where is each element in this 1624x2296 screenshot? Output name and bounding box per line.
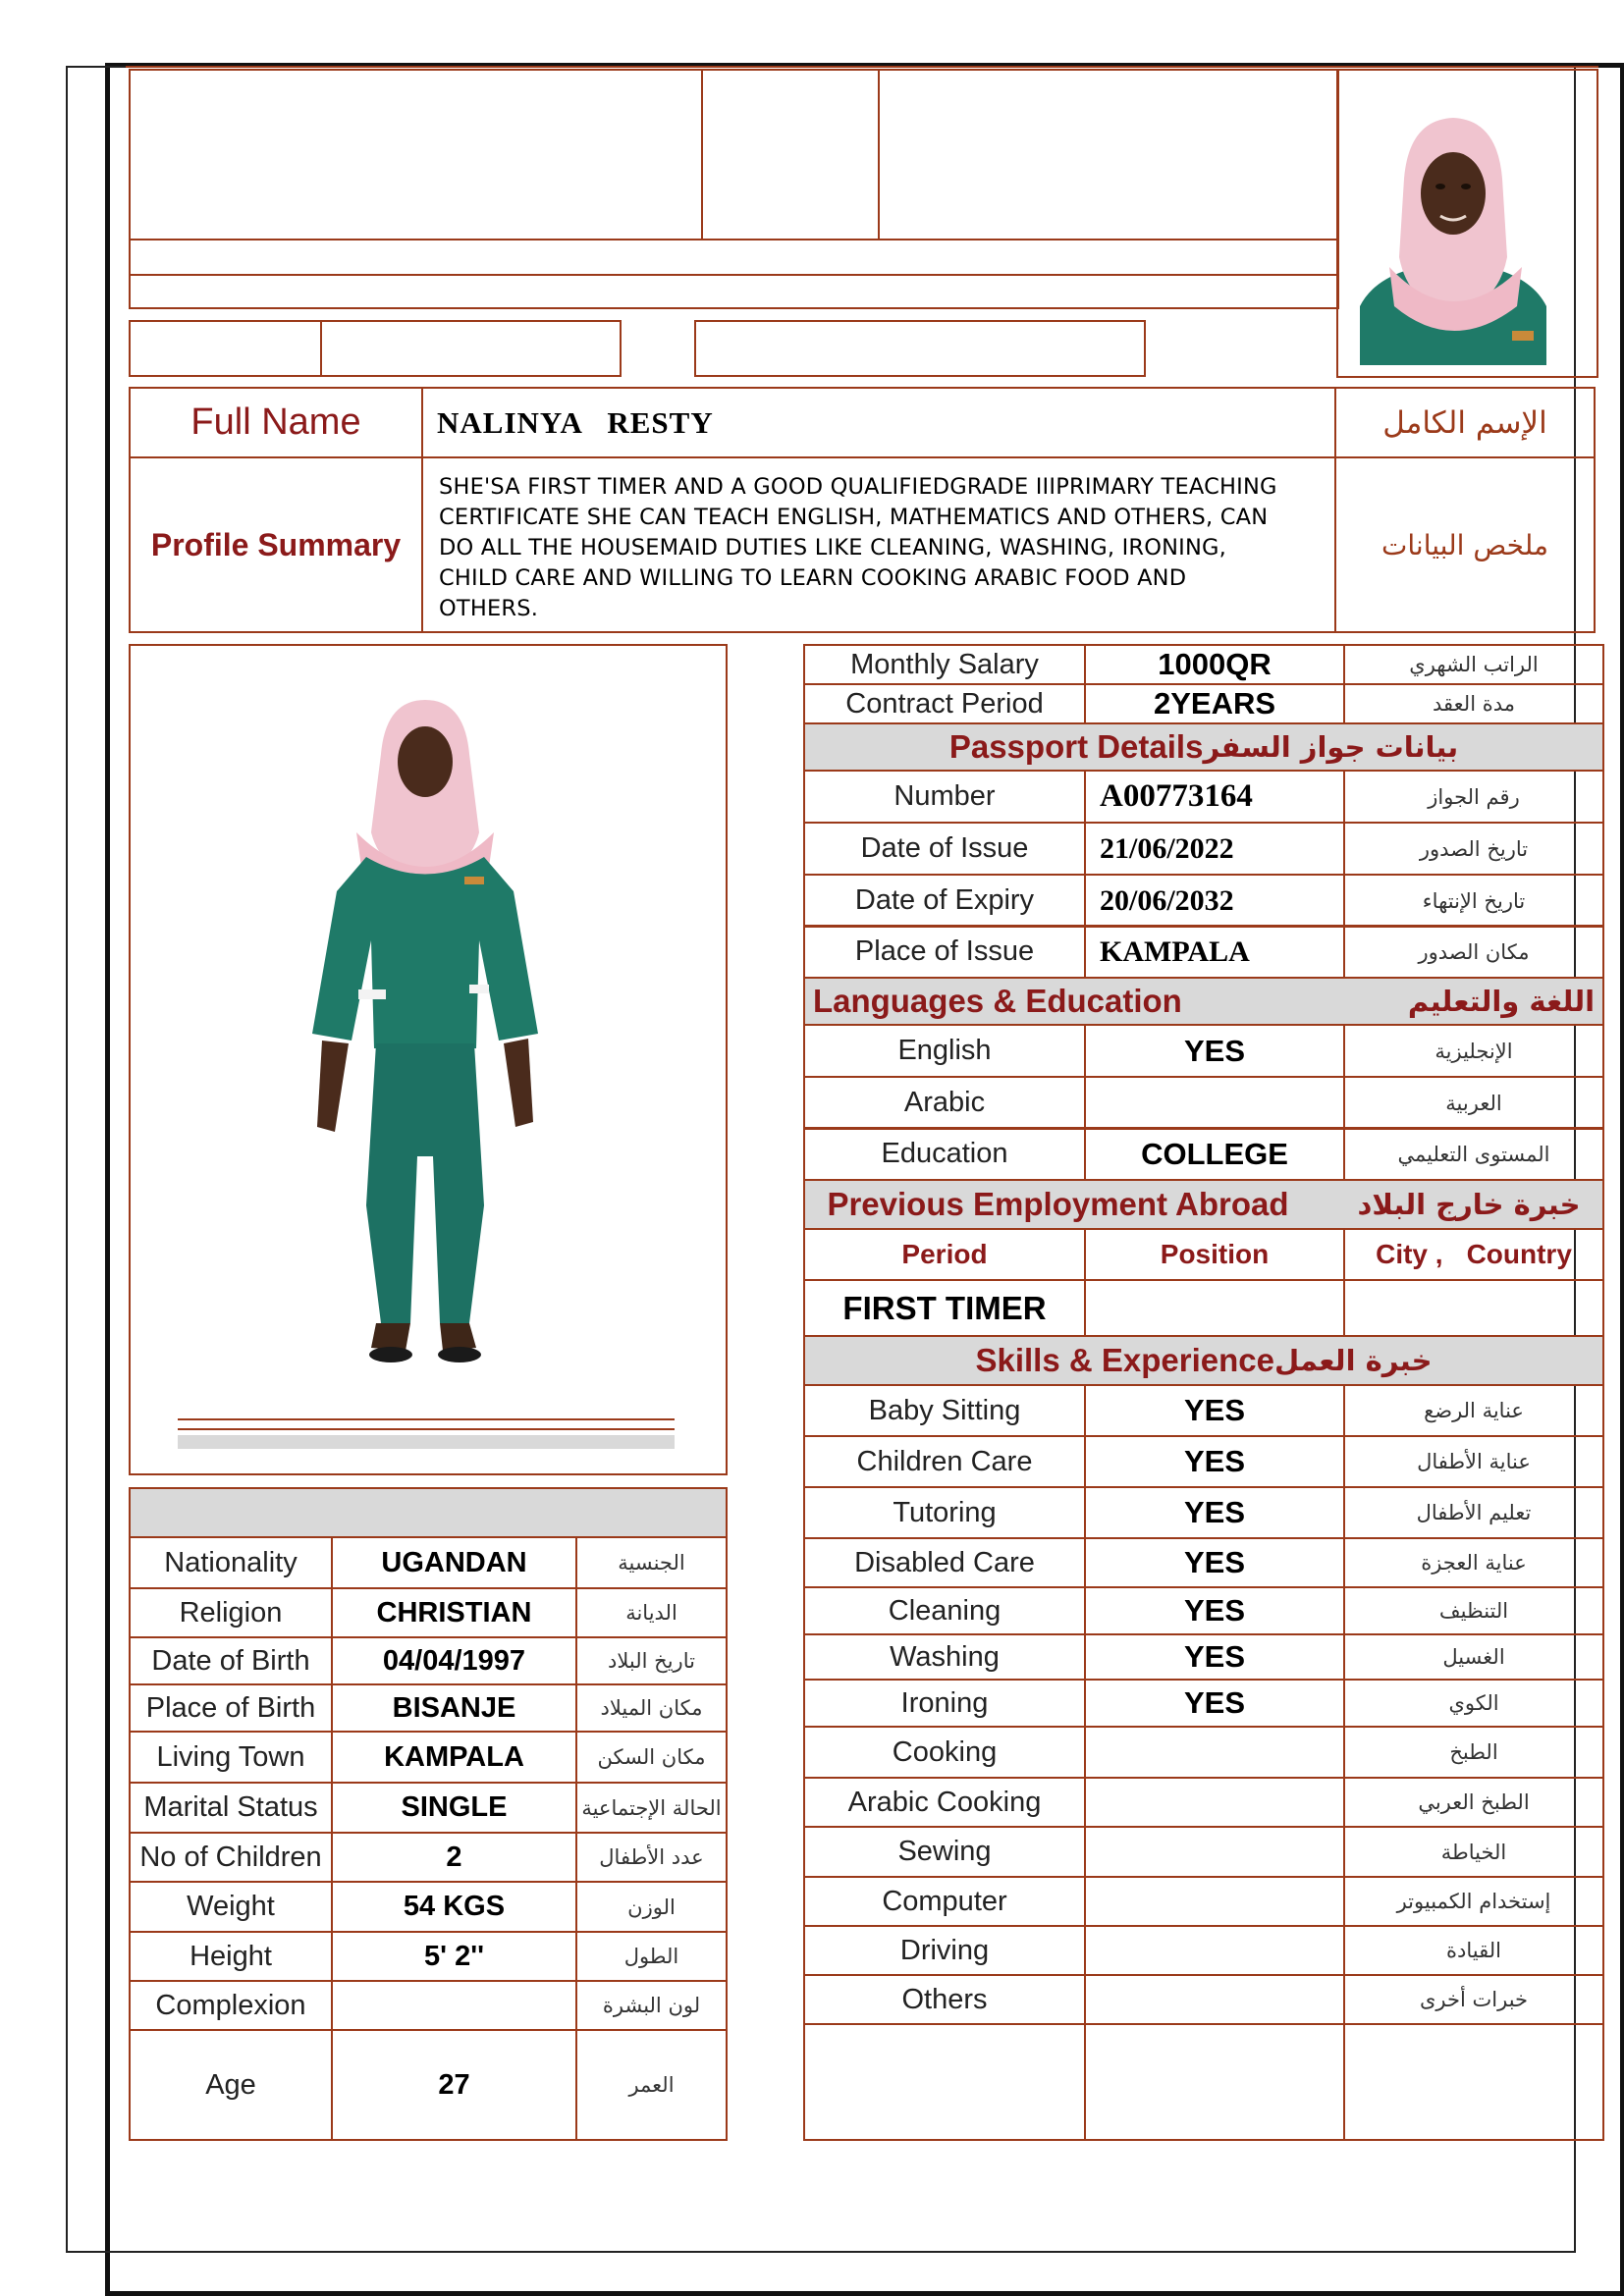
personal-value-cell bbox=[331, 1782, 577, 1834]
personal-ar: الديانة bbox=[625, 1601, 677, 1625]
personal-label: Nationality bbox=[164, 1546, 298, 1578]
skills-header-title-wrap bbox=[975, 1342, 1432, 1379]
profile-label: Profile Summary bbox=[150, 526, 402, 562]
personal-label: Weight bbox=[187, 1891, 275, 1922]
language-row-ar: الإنجليزية bbox=[1435, 1039, 1513, 1063]
passport-row-ar-cell bbox=[1343, 822, 1604, 876]
personal-value: 54 KGS bbox=[403, 1891, 506, 1922]
personal-value-cell bbox=[331, 1832, 577, 1883]
skill-row-ar-cell bbox=[1343, 1537, 1604, 1588]
profile-line-3: DO ALL THE HOUSEMAID DUTIES LIKE CLEANING, WASHING, IRONING, bbox=[439, 535, 1227, 561]
skill-row-label: Children Care bbox=[856, 1445, 1033, 1477]
emp-col-period-cell bbox=[803, 1228, 1086, 1281]
emp-entry-city-cell bbox=[1343, 1279, 1604, 1337]
contract-period-label-cell bbox=[803, 683, 1086, 724]
language-row-label-cell bbox=[803, 1076, 1086, 1130]
emp-entry-position-cell bbox=[1084, 1279, 1345, 1337]
personal-value-cell bbox=[331, 1536, 577, 1589]
emp-col-country: Country bbox=[1466, 1239, 1572, 1269]
skill-row-ar-cell bbox=[1343, 1384, 1604, 1437]
passport-row-ar-cell bbox=[1343, 925, 1604, 979]
language-row-ar-cell bbox=[1343, 1127, 1604, 1181]
skill-row-label: Disabled Care bbox=[854, 1546, 1035, 1578]
passport-row-ar-cell bbox=[1343, 770, 1604, 824]
skill-row-ar: الخياطة bbox=[1440, 1840, 1507, 1864]
skill-row-label: Driving bbox=[899, 1934, 990, 1966]
photo-caption-bar bbox=[178, 1435, 675, 1449]
skill-row-value-cell bbox=[1084, 1384, 1345, 1437]
skill-row-ar: عناية الرضع bbox=[1424, 1399, 1524, 1422]
skill-row-ar: الطبخ bbox=[1449, 1740, 1498, 1764]
personal-label: Living Town bbox=[156, 1740, 305, 1773]
personal-label-cell bbox=[129, 1881, 333, 1933]
full-name-label-cell bbox=[129, 387, 423, 458]
personal-ar: مكان الميلاد bbox=[600, 1696, 703, 1720]
language-row-value-cell bbox=[1084, 1024, 1345, 1078]
passport-row-ar: رقم الجواز bbox=[1428, 784, 1520, 809]
skill-row-label-cell bbox=[803, 1777, 1086, 1828]
skill-row-label-cell bbox=[803, 1876, 1086, 1927]
skill-row-value-cell bbox=[1084, 1586, 1345, 1635]
skills-blank-1 bbox=[803, 2023, 1086, 2141]
skill-row-value-cell bbox=[1084, 1633, 1345, 1681]
skill-row-ar: عناية الأطفال bbox=[1417, 1450, 1531, 1473]
personal-value-cell bbox=[331, 2029, 577, 2141]
personal-label-cell bbox=[129, 1931, 333, 1982]
personal-ar-cell bbox=[575, 1536, 728, 1589]
header-box-6 bbox=[694, 320, 1146, 377]
language-row-ar-cell bbox=[1343, 1024, 1604, 1078]
skill-row-ar-cell bbox=[1343, 1876, 1604, 1927]
passport-row-ar: مكان الصدور bbox=[1418, 939, 1530, 964]
personal-value-cell bbox=[331, 1636, 577, 1685]
personal-value-cell bbox=[331, 1980, 577, 2031]
personal-value-cell bbox=[331, 1881, 577, 1933]
contract-period-ar: مدة العقد bbox=[1433, 692, 1515, 716]
portrait-photo-frame bbox=[1336, 69, 1598, 378]
skill-row-ar: الطبخ العربي bbox=[1418, 1790, 1530, 1814]
personal-label-cell bbox=[129, 1980, 333, 2031]
skill-row-label: Sewing bbox=[897, 1836, 992, 1867]
personal-ar: عدد الأطفال bbox=[599, 1845, 704, 1869]
personal-label: Religion bbox=[179, 1596, 283, 1629]
emp-col-city-cell bbox=[1343, 1228, 1604, 1281]
skill-row-label: Cooking bbox=[892, 1735, 998, 1768]
skill-row-ar: الكوي bbox=[1448, 1691, 1499, 1715]
full-name-value: NALINYA RESTY bbox=[437, 404, 714, 440]
skill-row-value: YES bbox=[1183, 1444, 1246, 1478]
skill-row-value-cell bbox=[1084, 1826, 1345, 1878]
skills-blank-3 bbox=[1343, 2023, 1604, 2141]
skill-row-value-cell bbox=[1084, 1537, 1345, 1588]
skill-row-label-cell bbox=[803, 1537, 1086, 1588]
languages-header bbox=[803, 977, 1604, 1026]
skill-row-ar-cell bbox=[1343, 1777, 1604, 1828]
skill-row-label-cell bbox=[803, 1679, 1086, 1728]
skill-row-value: YES bbox=[1183, 1495, 1246, 1529]
personal-ar-cell bbox=[575, 1881, 728, 1933]
passport-header bbox=[803, 722, 1604, 772]
passport-row-ar: تاريخ الإنتهاء bbox=[1422, 888, 1526, 913]
passport-row-ar: تاريخ الصدور bbox=[1419, 836, 1529, 861]
personal-ar-cell bbox=[575, 2029, 728, 2141]
skill-row-label-cell bbox=[803, 1974, 1086, 2025]
salary-ar: الراتب الشهري bbox=[1409, 653, 1539, 676]
skill-row-label: Computer bbox=[882, 1885, 1007, 1917]
personal-label: Height bbox=[189, 1940, 272, 1972]
passport-row-label-cell bbox=[803, 874, 1086, 928]
language-row-label: Education bbox=[881, 1138, 1008, 1169]
personal-value: KAMPALA bbox=[384, 1740, 524, 1773]
skill-row-ar-cell bbox=[1343, 1974, 1604, 2025]
header-strip-1 bbox=[129, 239, 1339, 276]
outer-frame-inner bbox=[126, 66, 1598, 68]
passport-row-label-cell bbox=[803, 925, 1086, 979]
skill-row-value: YES bbox=[1183, 1593, 1246, 1628]
language-row-value: YES bbox=[1183, 1033, 1246, 1068]
personal-value-cell bbox=[331, 1731, 577, 1784]
personal-label-cell bbox=[129, 2029, 333, 2141]
personal-label: Date of Birth bbox=[151, 1644, 310, 1677]
passport-row-value: 20/06/2032 bbox=[1100, 883, 1234, 917]
skill-row-label-cell bbox=[803, 1826, 1086, 1878]
skill-row-ar: التنظيف bbox=[1438, 1599, 1509, 1623]
personal-label: Complexion bbox=[155, 1989, 306, 2021]
personal-label-cell bbox=[129, 1636, 333, 1685]
full-name-value-cell bbox=[421, 387, 1336, 458]
language-row-ar: المستوى التعليمي bbox=[1397, 1142, 1550, 1166]
contract-period-ar-cell bbox=[1343, 683, 1604, 724]
skill-row-label-cell bbox=[803, 1586, 1086, 1635]
skill-row-value: YES bbox=[1183, 1639, 1246, 1674]
skill-row-label-cell bbox=[803, 1633, 1086, 1681]
personal-ar: الجنسية bbox=[618, 1551, 685, 1575]
profile-line-1: SHE'SA FIRST TIMER AND A GOOD QUALIFIEDGRADE IIIPRIMARY TEACHING bbox=[439, 474, 1277, 500]
personal-value: 27 bbox=[438, 2068, 470, 2101]
passport-row-ar-cell bbox=[1343, 874, 1604, 928]
personal-ar-cell bbox=[575, 1587, 728, 1638]
language-row-label-cell bbox=[803, 1024, 1086, 1078]
header-box-2 bbox=[701, 69, 880, 240]
skill-row-label-cell bbox=[803, 1486, 1086, 1539]
personal-ar: الطول bbox=[623, 1945, 679, 1968]
personal-value: CHRISTIAN bbox=[376, 1596, 532, 1629]
header-box-1 bbox=[129, 69, 703, 240]
passport-header-title: Passport Details bbox=[948, 728, 1204, 765]
skill-row-ar-cell bbox=[1343, 1679, 1604, 1728]
skill-row-ar-cell bbox=[1343, 1486, 1604, 1539]
emp-col-city: City , bbox=[1376, 1239, 1443, 1269]
language-row-value-cell bbox=[1084, 1127, 1345, 1181]
personal-value-cell bbox=[331, 1931, 577, 1982]
language-row-ar-cell bbox=[1343, 1076, 1604, 1130]
skill-row-ar-cell bbox=[1343, 1633, 1604, 1681]
skill-row-ar-cell bbox=[1343, 1925, 1604, 1976]
employment-header-title-wrap bbox=[827, 1186, 1580, 1223]
personal-ar: تاريخ البلاد bbox=[608, 1649, 695, 1673]
skill-row-value-cell bbox=[1084, 1876, 1345, 1927]
salary-ar-cell bbox=[1343, 644, 1604, 685]
profile-ar: ملخص البيانات bbox=[1381, 528, 1548, 561]
emp-col-position: Position bbox=[1160, 1239, 1270, 1269]
skills-header-title: Skills & Experience bbox=[975, 1342, 1274, 1378]
skill-row-value: YES bbox=[1183, 1545, 1246, 1579]
skill-row-ar-cell bbox=[1343, 1726, 1604, 1779]
skills-header-title-ar: خبرة العمل bbox=[1273, 1344, 1433, 1377]
skill-row-ar: الغسيل bbox=[1442, 1645, 1505, 1669]
personal-value-cell bbox=[331, 1683, 577, 1733]
personal-header-bar bbox=[129, 1487, 728, 1538]
skill-row-value-cell bbox=[1084, 1777, 1345, 1828]
header-box-3 bbox=[878, 69, 1339, 240]
skill-row-value-cell bbox=[1084, 1679, 1345, 1728]
personal-label-cell bbox=[129, 1536, 333, 1589]
skill-row-ar: تعليم الأطفال bbox=[1416, 1501, 1532, 1524]
skill-row-label-cell bbox=[803, 1435, 1086, 1488]
personal-label-cell bbox=[129, 1832, 333, 1883]
full-name-ar: الإسم الكامل bbox=[1382, 404, 1547, 441]
personal-ar-cell bbox=[575, 1931, 728, 1982]
personal-ar-cell bbox=[575, 1980, 728, 2031]
languages-header-title-wrap bbox=[813, 983, 1595, 1020]
skill-row-label: Arabic Cooking bbox=[847, 1786, 1042, 1818]
full-body-photo-frame bbox=[129, 644, 728, 1475]
language-row-value-cell bbox=[1084, 1076, 1345, 1130]
skill-row-ar: عناية العجزة bbox=[1421, 1551, 1527, 1575]
profile-label-cell bbox=[129, 456, 423, 633]
skill-row-value-cell bbox=[1084, 1486, 1345, 1539]
passport-row-label: Date of Expiry bbox=[854, 884, 1035, 916]
language-row-label: English bbox=[897, 1035, 992, 1066]
employment-header-title-ar: خبرة خارج البلاد bbox=[1357, 1188, 1581, 1221]
passport-row-value-cell bbox=[1084, 925, 1345, 979]
personal-value-cell bbox=[331, 1587, 577, 1638]
skills-header bbox=[803, 1335, 1604, 1386]
personal-label-cell bbox=[129, 1782, 333, 1834]
profile-line-5: OTHERS. bbox=[439, 596, 539, 621]
personal-ar-cell bbox=[575, 1683, 728, 1733]
passport-row-label-cell bbox=[803, 822, 1086, 876]
personal-label: Age bbox=[205, 2068, 256, 2101]
personal-label-cell bbox=[129, 1587, 333, 1638]
emp-entry-period: FIRST TIMER bbox=[842, 1289, 1047, 1326]
skill-row-label: Washing bbox=[890, 1640, 1000, 1673]
personal-value: BISANJE bbox=[392, 1691, 516, 1724]
salary-value: 1000QR bbox=[1158, 647, 1272, 681]
skill-row-label-cell bbox=[803, 1925, 1086, 1976]
skill-row-value-cell bbox=[1084, 1974, 1345, 2025]
photo-caption-line-1 bbox=[178, 1418, 675, 1420]
personal-ar: الحالة الإجتماعية bbox=[581, 1795, 722, 1820]
passport-row-label: Place of Issue bbox=[854, 935, 1035, 967]
language-row-label-cell bbox=[803, 1127, 1086, 1181]
skill-row-ar: القيادة bbox=[1446, 1939, 1501, 1962]
skill-row-label-cell bbox=[803, 1384, 1086, 1437]
skill-row-value-cell bbox=[1084, 1925, 1345, 1976]
skill-row-value-cell bbox=[1084, 1435, 1345, 1488]
passport-row-label: Date of Issue bbox=[860, 832, 1029, 864]
passport-row-value-cell bbox=[1084, 822, 1345, 876]
passport-row-label-cell bbox=[803, 770, 1086, 824]
personal-label: No of Children bbox=[139, 1841, 322, 1873]
skill-row-ar: إستخدام الكمبيوتر bbox=[1396, 1890, 1551, 1913]
emp-entry-period-cell bbox=[803, 1279, 1086, 1337]
skills-blank-2 bbox=[1084, 2023, 1345, 2141]
header-box-4 bbox=[129, 320, 322, 377]
salary-value-cell bbox=[1084, 644, 1345, 685]
header-strip-2 bbox=[129, 274, 1339, 309]
personal-ar: العمر bbox=[628, 2073, 675, 2097]
passport-row-value: 21/06/2022 bbox=[1100, 831, 1234, 865]
skill-row-value: YES bbox=[1183, 1393, 1246, 1427]
photo-caption-line-2 bbox=[178, 1428, 675, 1430]
full-name-ar-cell bbox=[1334, 387, 1596, 458]
profile-text-cell bbox=[421, 456, 1336, 633]
passport-header-title-ar: بيانات جواز السفر bbox=[1203, 730, 1459, 764]
full-name-label: Full Name bbox=[190, 401, 361, 443]
personal-label-cell bbox=[129, 1683, 333, 1733]
passport-row-value: A00773164 bbox=[1100, 778, 1253, 814]
skill-row-ar-cell bbox=[1343, 1826, 1604, 1878]
emp-col-position-cell bbox=[1084, 1228, 1345, 1281]
contract-period-value-cell bbox=[1084, 683, 1345, 724]
personal-value: 5' 2'' bbox=[423, 1940, 484, 1972]
language-row-value: COLLEGE bbox=[1141, 1136, 1288, 1171]
emp-col-period: Period bbox=[901, 1239, 988, 1269]
salary-label: Monthly Salary bbox=[850, 648, 1039, 680]
contract-period-value: 2YEARS bbox=[1153, 686, 1276, 721]
personal-ar: لون البشرة bbox=[602, 1994, 701, 2017]
personal-value: 2 bbox=[446, 1841, 462, 1873]
skill-row-ar-cell bbox=[1343, 1586, 1604, 1635]
employment-header-title: Previous Employment Abroad bbox=[827, 1186, 1289, 1222]
skill-row-label: Cleaning bbox=[888, 1594, 1001, 1627]
language-row-ar: العربية bbox=[1445, 1091, 1502, 1115]
personal-value: 04/04/1997 bbox=[382, 1644, 526, 1677]
skill-row-label: Ironing bbox=[900, 1686, 989, 1719]
header-box-5 bbox=[320, 320, 622, 377]
skill-row-value-cell bbox=[1084, 1726, 1345, 1779]
profile-ar-cell bbox=[1334, 456, 1596, 633]
personal-ar-cell bbox=[575, 1782, 728, 1834]
skill-row-label: Others bbox=[901, 1983, 988, 2015]
portrait-photo bbox=[1350, 110, 1556, 365]
profile-summary-text bbox=[439, 472, 1277, 624]
personal-value: SINGLE bbox=[401, 1791, 508, 1823]
personal-label-cell bbox=[129, 1731, 333, 1784]
personal-ar-cell bbox=[575, 1731, 728, 1784]
personal-value: UGANDAN bbox=[381, 1546, 527, 1578]
personal-ar: مكان السكن bbox=[597, 1745, 706, 1769]
passport-row-label: Number bbox=[893, 780, 996, 812]
employment-header bbox=[803, 1179, 1604, 1230]
language-row-label: Arabic bbox=[903, 1087, 986, 1118]
skill-row-ar-cell bbox=[1343, 1435, 1604, 1488]
profile-line-4: CHILD CARE AND WILLING TO LEARN COOKING ARABIC FOOD AND bbox=[439, 565, 1187, 591]
skill-row-value: YES bbox=[1183, 1685, 1246, 1720]
salary-label-cell bbox=[803, 644, 1086, 685]
full-body-photo bbox=[307, 695, 543, 1382]
languages-header-title-ar: اللغة والتعليم bbox=[1407, 985, 1596, 1018]
personal-ar: الوزن bbox=[627, 1895, 676, 1919]
personal-ar-cell bbox=[575, 1832, 728, 1883]
profile-line-2: CERTIFICATE SHE CAN TEACH ENGLISH, MATHEMATICS AND OTHERS, CAN bbox=[439, 505, 1269, 530]
personal-ar-cell bbox=[575, 1636, 728, 1685]
skill-row-label-cell bbox=[803, 1726, 1086, 1779]
passport-header-title-wrap bbox=[949, 728, 1458, 766]
skill-row-ar: خبرات أخرى bbox=[1419, 1988, 1529, 2011]
skill-row-label: Baby Sitting bbox=[868, 1394, 1021, 1426]
languages-header-title: Languages & Education bbox=[812, 983, 1182, 1019]
passport-row-value-cell bbox=[1084, 770, 1345, 824]
contract-period-label: Contract Period bbox=[845, 687, 1044, 720]
personal-label: Place of Birth bbox=[145, 1691, 316, 1724]
skill-row-label: Tutoring bbox=[893, 1496, 997, 1528]
passport-row-value-cell bbox=[1084, 874, 1345, 928]
personal-label: Marital Status bbox=[143, 1791, 318, 1823]
passport-row-value: KAMPALA bbox=[1100, 934, 1250, 968]
